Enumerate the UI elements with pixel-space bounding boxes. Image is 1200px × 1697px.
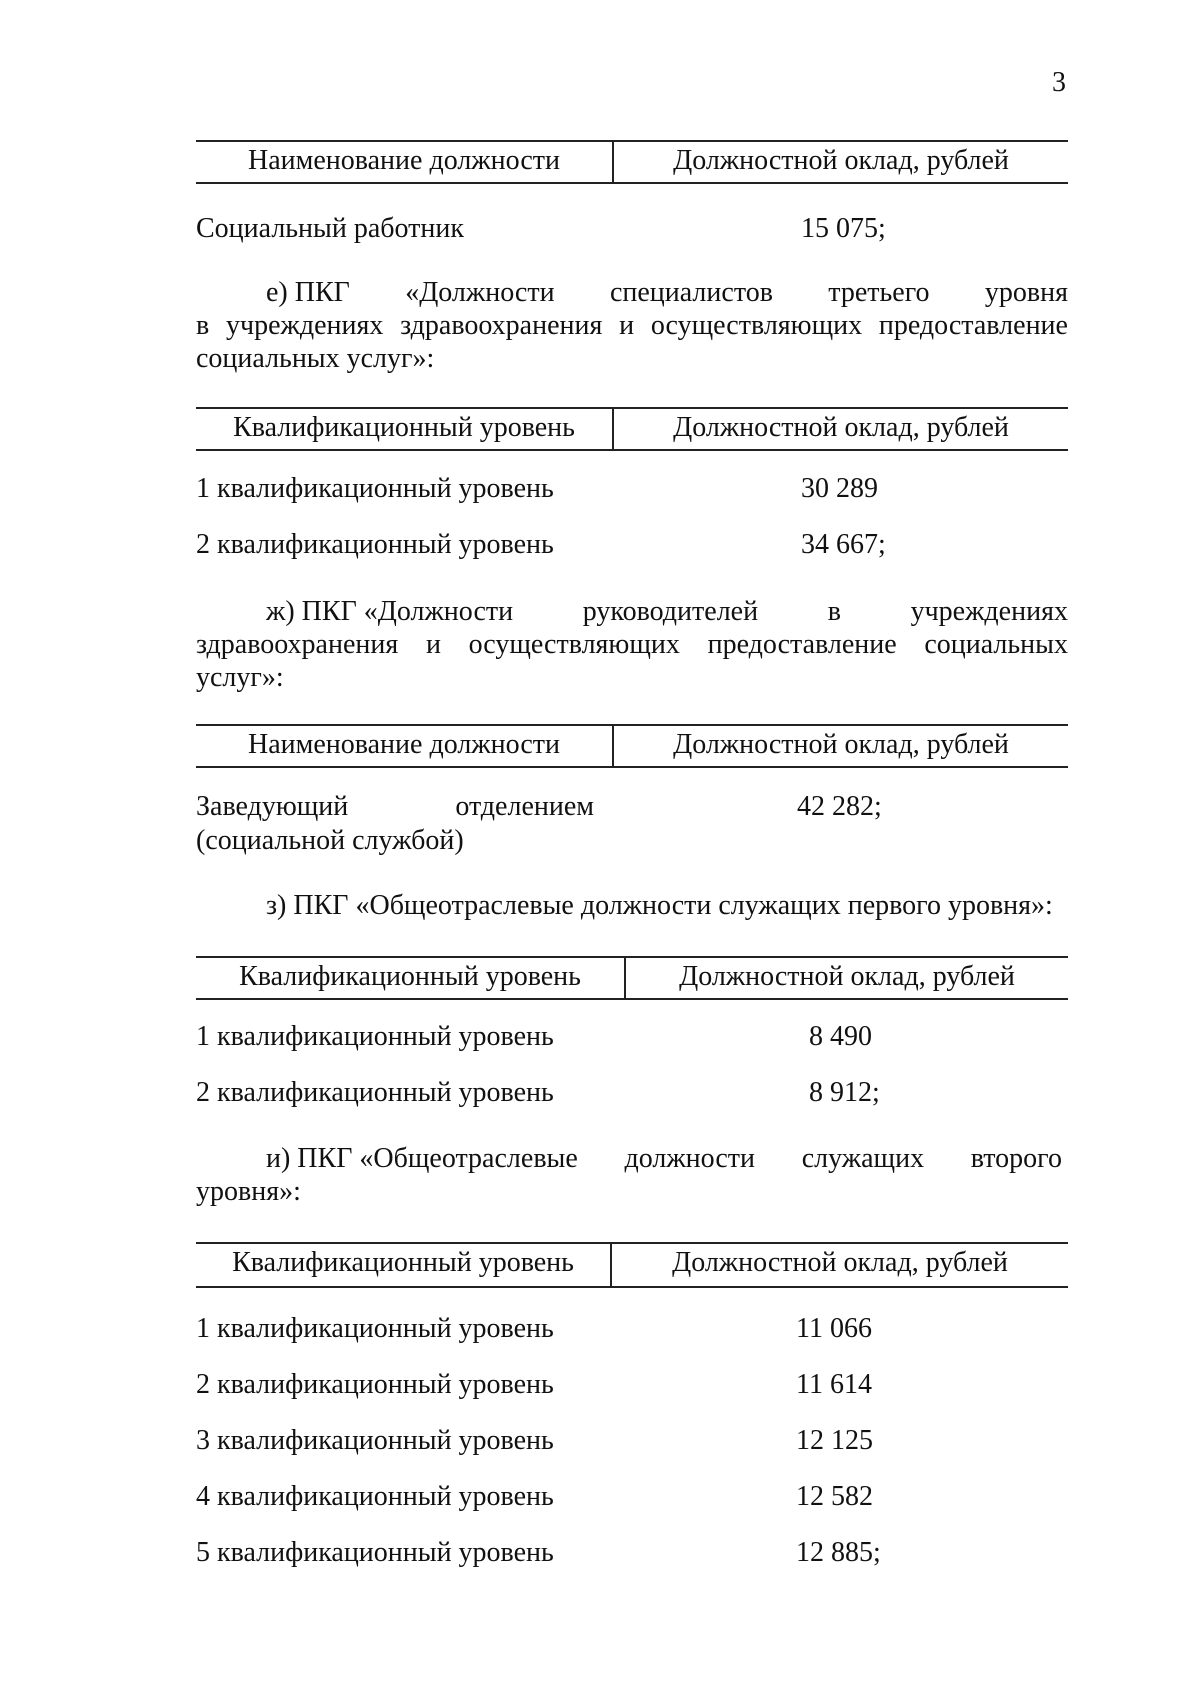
table-header-positions: [196, 724, 1068, 768]
section-i-line-2: уровня»:: [196, 1176, 301, 1207]
salary-value: 11 614: [796, 1369, 872, 1400]
salary-value: 42 282;: [797, 791, 882, 822]
list-item: 1 квалификационный уровень: [196, 1313, 554, 1344]
list-item: 1 квалификационный уровень: [196, 1021, 554, 1052]
list-item: 3 квалификационный уровень: [196, 1425, 554, 1456]
list-item: 2 квалификационный уровень: [196, 529, 554, 560]
table-header-positions: [196, 140, 1068, 184]
section-e-heading: [196, 276, 1068, 375]
salary-value: 8 490: [809, 1021, 872, 1052]
list-item: [196, 790, 594, 858]
section-e-line-2: в учреждениях здравоохранения и осуществляющих предоставление: [196, 310, 1068, 341]
section-zh-heading: [196, 595, 1068, 694]
header-salary: Должностной оклад, рублей: [673, 729, 1009, 760]
header-qualification-level: Квалификационный уровень: [196, 1244, 612, 1286]
table-header-levels: [196, 956, 1068, 1000]
header-position-name: Наименование должности: [196, 726, 614, 766]
salary-value: 15 075;: [801, 213, 886, 244]
list-item: 1 квалификационный уровень: [196, 473, 554, 504]
section-zh-line-1: ж) ПКГ «Должности руководителей в учреждениях: [266, 596, 1068, 627]
header-salary: Должностной оклад, рублей: [673, 412, 1009, 443]
salary-value: 34 667;: [801, 529, 886, 560]
list-item: Социальный работник: [196, 213, 464, 244]
salary-value: 12 582: [796, 1481, 873, 1512]
section-zh-line-2: здравоохранения и осуществляющих предоставление социальных: [196, 629, 1068, 660]
table-header-levels: [196, 1242, 1068, 1288]
salary-value: 12 885;: [796, 1537, 881, 1568]
section-i-line-1: и) ПКГ «Общеотраслевые должности служащих второго: [266, 1143, 1062, 1174]
header-qualification-level: Квалификационный уровень: [196, 958, 626, 998]
header-salary: Должностной оклад, рублей: [673, 145, 1009, 176]
header-salary: Должностной оклад, рублей: [672, 1247, 1008, 1278]
section-z-heading: [196, 889, 1068, 922]
salary-value: 30 289: [801, 473, 878, 504]
position-label-line-2: (социальной службой): [196, 825, 464, 856]
header-salary: Должностной оклад, рублей: [679, 961, 1015, 992]
salary-value: 11 066: [796, 1313, 872, 1344]
header-qualification-level: Квалификационный уровень: [196, 409, 614, 449]
table-header-levels: [196, 407, 1068, 451]
list-item: 4 квалификационный уровень: [196, 1481, 554, 1512]
section-e-line-1: е) ПКГ «Должности специалистов третьего уровня: [266, 277, 1068, 308]
section-z-line-1: з) ПКГ «Общеотраслевые должности служащих первого уровня»:: [266, 890, 1053, 921]
header-position-name: Наименование должности: [196, 142, 614, 182]
page-number: 3: [1052, 67, 1066, 98]
section-zh-line-3: услуг»:: [196, 662, 284, 693]
section-i-heading: [196, 1142, 1062, 1208]
list-item: 2 квалификационный уровень: [196, 1077, 554, 1108]
list-item: 2 квалификационный уровень: [196, 1369, 554, 1400]
section-e-line-3: социальных услуг»:: [196, 343, 435, 374]
salary-value: 12 125: [796, 1425, 873, 1456]
salary-value: 8 912;: [809, 1077, 880, 1108]
position-label-line-1: Заведующий отделением: [196, 791, 594, 822]
list-item: 5 квалификационный уровень: [196, 1537, 554, 1568]
